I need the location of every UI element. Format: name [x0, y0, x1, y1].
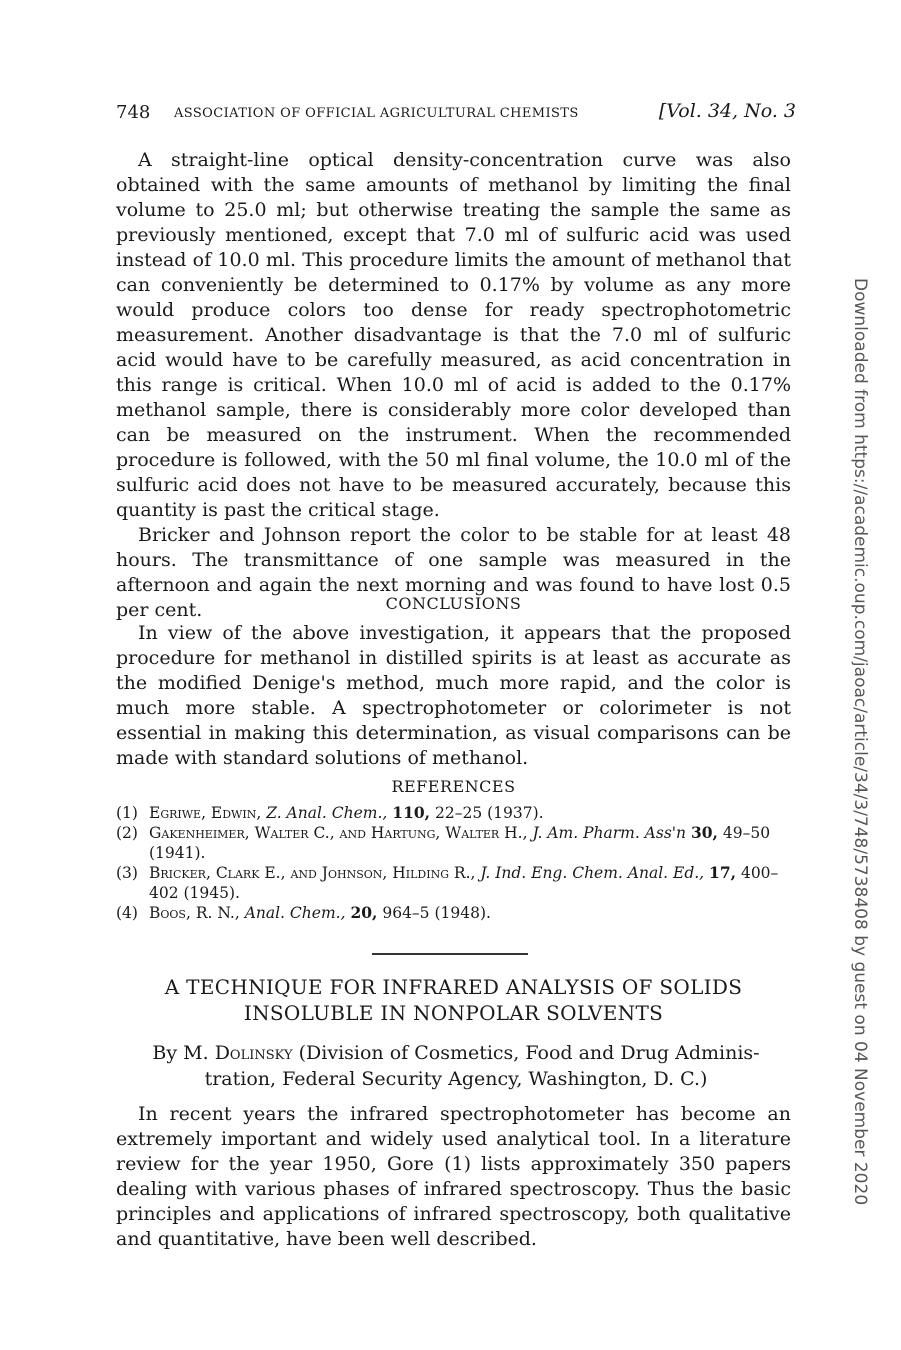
section-divider	[372, 953, 528, 955]
article-title: A TECHNIQUE FOR INFRARED ANALYSIS OF SOLIDS INSOLUBLE IN NONPOLAR SOLVENTS	[164, 975, 743, 1025]
article-intro	[116, 1102, 791, 1252]
reference-item: (1) Egriwe, Edwin, Z. Anal. Chem., 110, 22–25 (1937).	[116, 803, 544, 822]
paragraph-2: Bricker and Johnson report the color to be stable for at least 48 hours. The transmittance of one sample was measured in the afternoon and again the next morning and was found to have lost 0.5 per cent.	[116, 524, 791, 621]
volume-issue: [Vol. 34, No. 3	[658, 100, 796, 122]
page-number: 748	[116, 102, 151, 123]
journal-name: ASSOCIATION OF OFFICIAL AGRICULTURAL CHEMISTS	[174, 106, 579, 121]
conclusions-paragraph: In view of the above investigation, it appears that the proposed procedure for methanol in distilled spirits is at least as accurate as the modified Denige's method, much more rapid, and the color is much more stable. A spectrophotometer or colorimeter is not essential in making this determination, as visual comparisons can be made with standard solutions of methanol.	[116, 622, 791, 769]
conclusions-text-block	[116, 621, 791, 771]
intro-paragraph: In recent years the infrared spectrophotometer has become an extremely important and widely used analytical tool. In a literature review for the year 1950, Gore (1) lists approximately 350 papers dealing with various phases of infrared spectroscopy. Thus the basic principles and applications of infrared spectroscopy, both qualitative and quantitative, have been well described.	[116, 1103, 791, 1250]
references-list	[116, 803, 796, 923]
reference-item: (3) Bricker, Clark E., and Johnson, Hilding R., J. Ind. Eng. Chem. Anal. Ed., 17, 400–402 (1945).	[116, 863, 779, 902]
author-byline: By M. Dolinsky (Division of Cosmetics, Food and Drug Adminis- tration, Federal Security Agency, Washington, D. C.)	[152, 1042, 760, 1090]
running-header	[116, 98, 796, 128]
conclusions-heading: CONCLUSIONS	[385, 594, 522, 613]
body-text	[116, 148, 791, 623]
reference-item: (2) Gakenheimer, Walter C., and Hartung, Walter H., J. Am. Pharm. Ass'n 30, 49–50 (1941).	[116, 823, 771, 862]
references-heading: REFERENCES	[391, 777, 516, 796]
reference-item: (4) Boos, R. N., Anal. Chem., 20, 964–5 (1948).	[116, 903, 491, 922]
download-watermark: Downloaded from https://academic.oup.com/jaoac/article/34/3/748/5738408 by guest on 04 November 2020	[850, 278, 870, 1206]
author-name: Dolinsky	[214, 1042, 293, 1064]
paragraph-1: A straight-line optical density-concentration curve was also obtained with the same amounts of methanol by limiting the final volume to 25.0 ml; but otherwise treating the sample the same as previously mentioned, except that 7.0 ml of sulfuric acid was used instead of 10.0 ml. This procedure limits the amount of methanol that can conveniently be determined to 0.17% by volume as any more would produce colors too dense for ready spectrophotometric measurement. Another disadvantage is that the 7.0 ml of sulfuric acid would have to be carefully measured, as acid concentration in this range is critical. When 10.0 ml of acid is added to the 0.17% methanol sample, there is considerably more color developed than can be measured on the instrument. When the recommended procedure is followed, with the 50 ml final volume, the 10.0 ml of the sulfuric acid does not have to be measured accurately, because this quantity is past the critical stage.	[116, 149, 791, 521]
